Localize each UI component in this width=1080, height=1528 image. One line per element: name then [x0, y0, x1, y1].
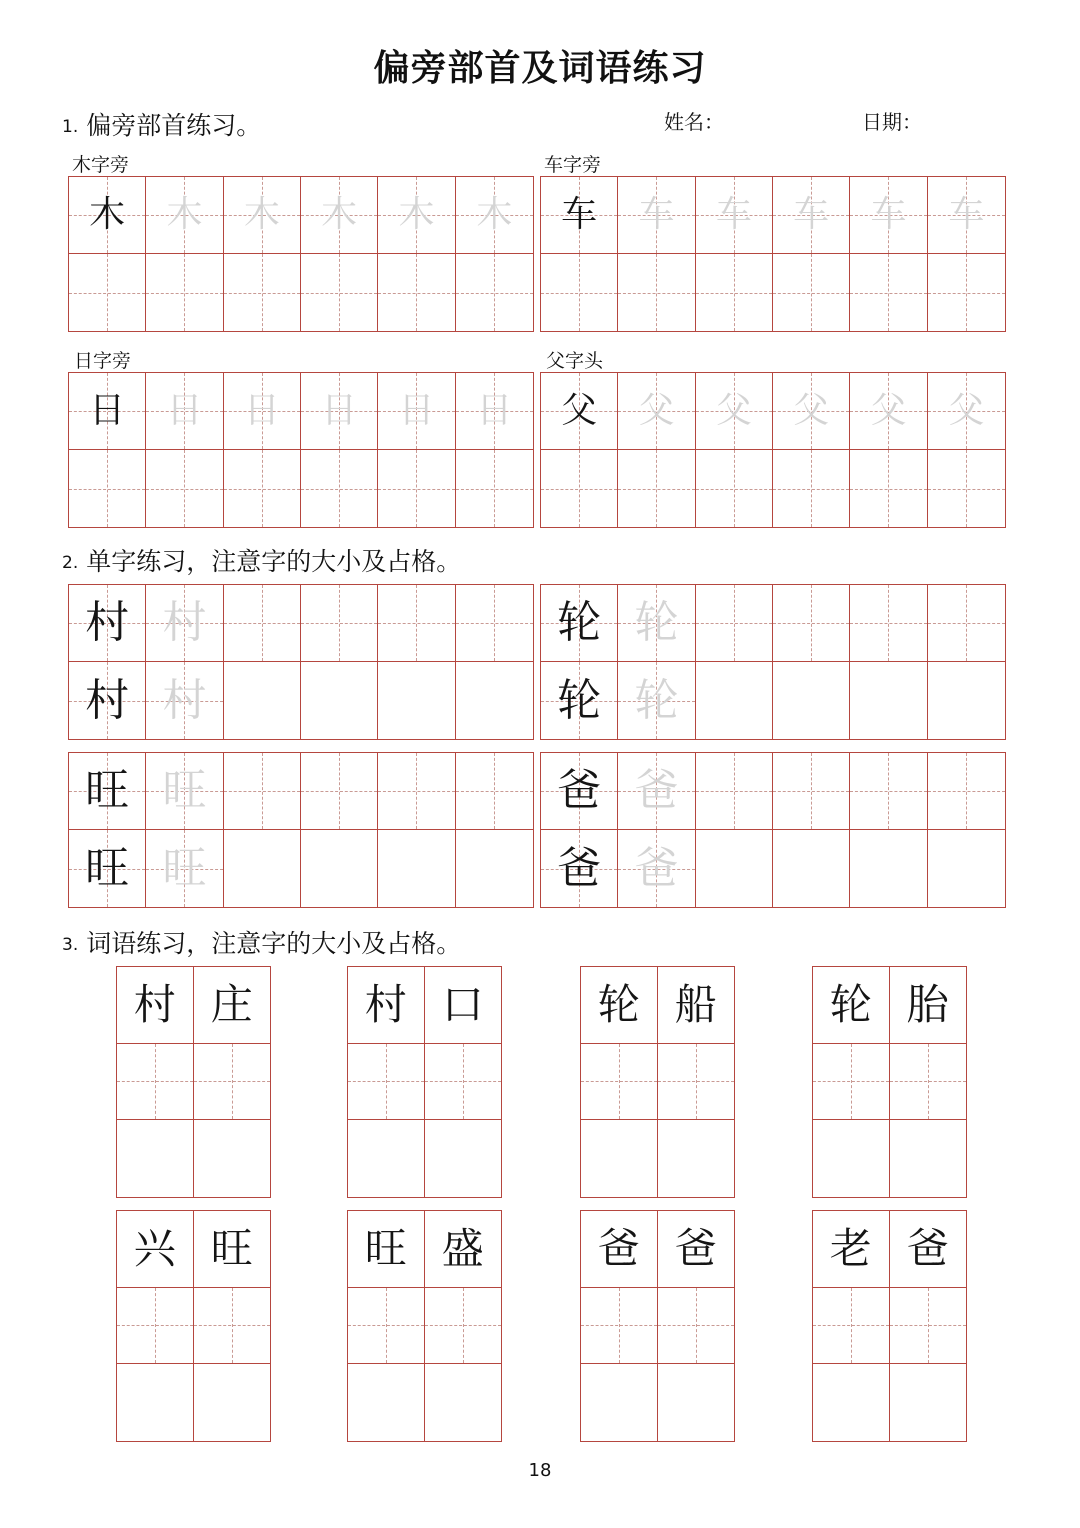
trace-character: 车 [870, 194, 907, 235]
writing-cell[interactable] [928, 662, 1005, 739]
writing-cell[interactable] [850, 450, 927, 527]
model-character: 爸 [557, 765, 602, 816]
model-character: 旺 [364, 1223, 407, 1273]
writing-cell[interactable] [348, 1364, 425, 1441]
model-cell[interactable] [194, 1211, 271, 1288]
writing-cell[interactable] [456, 662, 533, 739]
writing-cell[interactable] [658, 1364, 735, 1441]
model-cell[interactable] [348, 1211, 425, 1288]
writing-cell[interactable] [224, 254, 301, 331]
model-character: 旺 [85, 765, 130, 816]
writing-cell[interactable] [194, 1364, 271, 1441]
word-grid-1 [116, 966, 271, 1198]
writing-cell[interactable] [581, 1044, 658, 1121]
name-label: 姓名： [664, 110, 724, 134]
trace-cell[interactable] [928, 373, 1005, 450]
writing-cell[interactable] [890, 1288, 967, 1365]
writing-cell[interactable] [456, 254, 533, 331]
trace-cell[interactable] [618, 373, 695, 450]
model-cell[interactable] [813, 967, 890, 1044]
trace-cell[interactable] [850, 373, 927, 450]
radical-grid-2 [540, 176, 1006, 332]
word-grid-7 [580, 1210, 735, 1442]
writing-cell[interactable] [773, 662, 850, 739]
writing-cell[interactable] [117, 1288, 194, 1365]
writing-cell[interactable] [348, 1120, 425, 1197]
trace-cell[interactable] [618, 753, 695, 830]
model-character: 庄 [210, 979, 253, 1029]
writing-cell[interactable] [224, 662, 301, 739]
writing-cell[interactable] [581, 1120, 658, 1197]
writing-cell[interactable] [658, 1288, 735, 1365]
model-cell[interactable] [69, 177, 146, 254]
radical-grid-4 [540, 372, 1006, 528]
model-cell[interactable] [658, 967, 735, 1044]
writing-cell[interactable] [696, 662, 773, 739]
writing-cell[interactable] [773, 830, 850, 907]
writing-cell[interactable] [224, 830, 301, 907]
trace-cell[interactable] [301, 373, 378, 450]
word-grid-2 [347, 966, 502, 1198]
trace-cell[interactable] [696, 373, 773, 450]
writing-cell[interactable] [696, 585, 773, 662]
writing-cell[interactable] [581, 1288, 658, 1365]
trace-cell[interactable] [696, 177, 773, 254]
model-character: 村 [85, 597, 130, 648]
model-cell[interactable] [69, 662, 146, 739]
writing-cell[interactable] [890, 1364, 967, 1441]
writing-cell[interactable] [301, 254, 378, 331]
writing-cell[interactable] [224, 753, 301, 830]
model-character: 口 [441, 979, 484, 1029]
word-grid-5 [116, 1210, 271, 1442]
writing-cell[interactable] [581, 1364, 658, 1441]
writing-cell[interactable] [378, 585, 455, 662]
model-character: 轮 [829, 979, 872, 1029]
model-cell[interactable] [425, 1211, 502, 1288]
word-grid-3 [580, 966, 735, 1198]
writing-cell[interactable] [348, 1288, 425, 1365]
writing-cell[interactable] [301, 585, 378, 662]
model-cell[interactable] [194, 967, 271, 1044]
writing-cell[interactable] [696, 254, 773, 331]
trace-cell[interactable] [618, 585, 695, 662]
writing-cell[interactable] [146, 450, 223, 527]
model-cell[interactable] [541, 753, 618, 830]
model-cell[interactable] [117, 1211, 194, 1288]
writing-cell[interactable] [194, 1288, 271, 1365]
writing-cell[interactable] [117, 1364, 194, 1441]
model-character: 盛 [441, 1223, 484, 1273]
trace-character: 车 [948, 194, 985, 235]
group-label-fu: 父字头 [546, 350, 604, 372]
trace-character: 木 [321, 194, 358, 235]
model-cell[interactable] [69, 830, 146, 907]
writing-cell[interactable] [425, 1364, 502, 1441]
model-character: 旺 [85, 842, 130, 894]
trace-cell[interactable] [146, 753, 223, 830]
trace-character: 日 [243, 390, 280, 431]
section-3-heading [62, 924, 461, 960]
writing-cell[interactable] [301, 450, 378, 527]
writing-cell[interactable] [658, 1044, 735, 1121]
writing-cell[interactable] [773, 254, 850, 331]
writing-cell[interactable] [890, 1120, 967, 1197]
writing-cell[interactable] [850, 585, 927, 662]
trace-cell[interactable] [456, 177, 533, 254]
word-grid-6 [347, 1210, 502, 1442]
writing-cell[interactable] [69, 450, 146, 527]
writing-cell[interactable] [224, 585, 301, 662]
trace-cell[interactable] [146, 585, 223, 662]
writing-cell[interactable] [301, 662, 378, 739]
writing-cell[interactable] [456, 585, 533, 662]
char-grid-1 [68, 584, 534, 740]
trace-cell[interactable] [224, 373, 301, 450]
model-character: 村 [85, 674, 130, 726]
trace-cell[interactable] [618, 177, 695, 254]
section-3-number: 3. [62, 935, 79, 955]
writing-cell[interactable] [117, 1120, 194, 1197]
model-cell[interactable] [890, 1211, 967, 1288]
trace-character: 日 [398, 390, 435, 431]
section-1-heading [62, 106, 261, 142]
trace-character: 木 [476, 194, 513, 235]
writing-cell[interactable] [425, 1120, 502, 1197]
model-character: 轮 [557, 597, 602, 648]
writing-cell[interactable] [850, 830, 927, 907]
writing-cell[interactable] [456, 450, 533, 527]
model-cell[interactable] [541, 830, 618, 907]
char-grid-2 [540, 584, 1006, 740]
model-character: 木 [89, 194, 126, 235]
word-grid-4 [812, 966, 967, 1198]
writing-cell[interactable] [813, 1364, 890, 1441]
writing-cell[interactable] [378, 450, 455, 527]
writing-cell[interactable] [378, 753, 455, 830]
section-1-number: 1. [62, 117, 79, 137]
writing-cell[interactable] [928, 450, 1005, 527]
writing-cell[interactable] [850, 662, 927, 739]
model-cell[interactable] [541, 177, 618, 254]
writing-cell[interactable] [301, 830, 378, 907]
trace-cell[interactable] [146, 177, 223, 254]
page-title: 偏旁部首及词语练习 [373, 48, 707, 89]
model-character: 轮 [597, 979, 640, 1029]
char-grid-3 [68, 752, 534, 908]
trace-character: 父 [948, 390, 985, 431]
writing-cell[interactable] [773, 450, 850, 527]
writing-cell[interactable] [696, 753, 773, 830]
model-character: 村 [133, 979, 176, 1029]
trace-cell[interactable] [301, 177, 378, 254]
writing-cell[interactable] [456, 753, 533, 830]
page-number: 18 [528, 1460, 552, 1481]
trace-character: 村 [162, 597, 207, 648]
writing-cell[interactable] [194, 1044, 271, 1121]
trace-character: 车 [638, 194, 675, 235]
trace-character: 日 [321, 390, 358, 431]
trace-character: 日 [476, 390, 513, 431]
writing-cell[interactable] [425, 1288, 502, 1365]
model-character: 爸 [906, 1223, 949, 1273]
writing-cell[interactable] [928, 753, 1005, 830]
trace-character: 木 [243, 194, 280, 235]
writing-cell[interactable] [541, 254, 618, 331]
writing-cell[interactable] [378, 830, 455, 907]
trace-cell[interactable] [773, 373, 850, 450]
trace-cell[interactable] [618, 830, 695, 907]
trace-character: 父 [870, 390, 907, 431]
trace-character: 车 [715, 194, 752, 235]
word-grid-8 [812, 1210, 967, 1442]
trace-character: 木 [398, 194, 435, 235]
writing-cell[interactable] [928, 830, 1005, 907]
trace-cell[interactable] [618, 662, 695, 739]
trace-character: 轮 [634, 597, 679, 648]
group-label-ri: 日字旁 [74, 350, 132, 372]
trace-cell[interactable] [146, 662, 223, 739]
model-character: 轮 [557, 674, 602, 726]
writing-cell[interactable] [456, 830, 533, 907]
trace-cell[interactable] [773, 177, 850, 254]
trace-cell[interactable] [850, 177, 927, 254]
model-cell[interactable] [541, 373, 618, 450]
trace-character: 父 [793, 390, 830, 431]
model-cell[interactable] [658, 1211, 735, 1288]
writing-cell[interactable] [813, 1120, 890, 1197]
model-character: 爸 [674, 1223, 717, 1273]
section-2-title: 单字练习，注意字的大小及占格。 [86, 547, 462, 576]
model-cell[interactable] [813, 1211, 890, 1288]
writing-cell[interactable] [618, 450, 695, 527]
trace-character: 爸 [634, 842, 679, 894]
writing-cell[interactable] [425, 1044, 502, 1121]
writing-cell[interactable] [146, 254, 223, 331]
group-label-che: 车字旁 [544, 154, 602, 176]
model-cell[interactable] [581, 967, 658, 1044]
trace-character: 父 [715, 390, 752, 431]
model-cell[interactable] [890, 967, 967, 1044]
writing-cell[interactable] [224, 450, 301, 527]
model-character: 老 [829, 1223, 872, 1273]
writing-cell[interactable] [378, 254, 455, 331]
model-cell[interactable] [69, 585, 146, 662]
trace-character: 父 [638, 390, 675, 431]
trace-character: 村 [162, 674, 207, 726]
model-character: 日 [89, 390, 126, 431]
writing-cell[interactable] [928, 585, 1005, 662]
writing-cell[interactable] [890, 1044, 967, 1121]
writing-cell[interactable] [850, 753, 927, 830]
writing-cell[interactable] [928, 254, 1005, 331]
section-2-heading [62, 542, 461, 578]
model-cell[interactable] [425, 967, 502, 1044]
radical-grid-3 [68, 372, 534, 528]
writing-cell[interactable] [348, 1044, 425, 1121]
trace-character: 木 [166, 194, 203, 235]
writing-cell[interactable] [541, 450, 618, 527]
writing-cell[interactable] [658, 1120, 735, 1197]
model-cell[interactable] [69, 753, 146, 830]
writing-cell[interactable] [813, 1044, 890, 1121]
writing-cell[interactable] [378, 662, 455, 739]
trace-cell[interactable] [146, 830, 223, 907]
writing-cell[interactable] [117, 1044, 194, 1121]
char-grid-4 [540, 752, 1006, 908]
trace-character: 轮 [634, 674, 679, 726]
writing-cell[interactable] [696, 830, 773, 907]
model-character: 旺 [210, 1223, 253, 1273]
trace-cell[interactable] [456, 373, 533, 450]
trace-cell[interactable] [378, 373, 455, 450]
writing-cell[interactable] [618, 254, 695, 331]
model-character: 兴 [133, 1223, 176, 1273]
trace-character: 旺 [162, 842, 207, 894]
date-label: 日期： [862, 110, 922, 134]
writing-cell[interactable] [194, 1120, 271, 1197]
writing-cell[interactable] [69, 254, 146, 331]
writing-cell[interactable] [773, 753, 850, 830]
writing-cell[interactable] [773, 585, 850, 662]
model-cell[interactable] [541, 585, 618, 662]
model-character: 船 [674, 979, 717, 1029]
model-character: 胎 [906, 979, 949, 1029]
trace-cell[interactable] [146, 373, 223, 450]
model-character: 爸 [597, 1223, 640, 1273]
writing-cell[interactable] [813, 1288, 890, 1365]
trace-character: 车 [793, 194, 830, 235]
model-cell[interactable] [541, 662, 618, 739]
section-3-title: 词语练习，注意字的大小及占格。 [86, 929, 462, 958]
section-1-title: 偏旁部首练习。 [86, 111, 262, 140]
trace-cell[interactable] [224, 177, 301, 254]
model-character: 爸 [557, 842, 602, 894]
radical-grid-1 [68, 176, 534, 332]
group-label-mu: 木字旁 [72, 154, 130, 176]
model-cell[interactable] [117, 967, 194, 1044]
model-character: 村 [364, 979, 407, 1029]
model-cell[interactable] [581, 1211, 658, 1288]
trace-character: 日 [166, 390, 203, 431]
writing-cell[interactable] [301, 753, 378, 830]
trace-cell[interactable] [378, 177, 455, 254]
trace-character: 旺 [162, 765, 207, 816]
section-2-number: 2. [62, 553, 79, 573]
trace-cell[interactable] [928, 177, 1005, 254]
trace-character: 爸 [634, 765, 679, 816]
model-character: 父 [561, 390, 598, 431]
model-character: 车 [561, 194, 598, 235]
writing-cell[interactable] [696, 450, 773, 527]
model-cell[interactable] [69, 373, 146, 450]
model-cell[interactable] [348, 967, 425, 1044]
writing-cell[interactable] [850, 254, 927, 331]
